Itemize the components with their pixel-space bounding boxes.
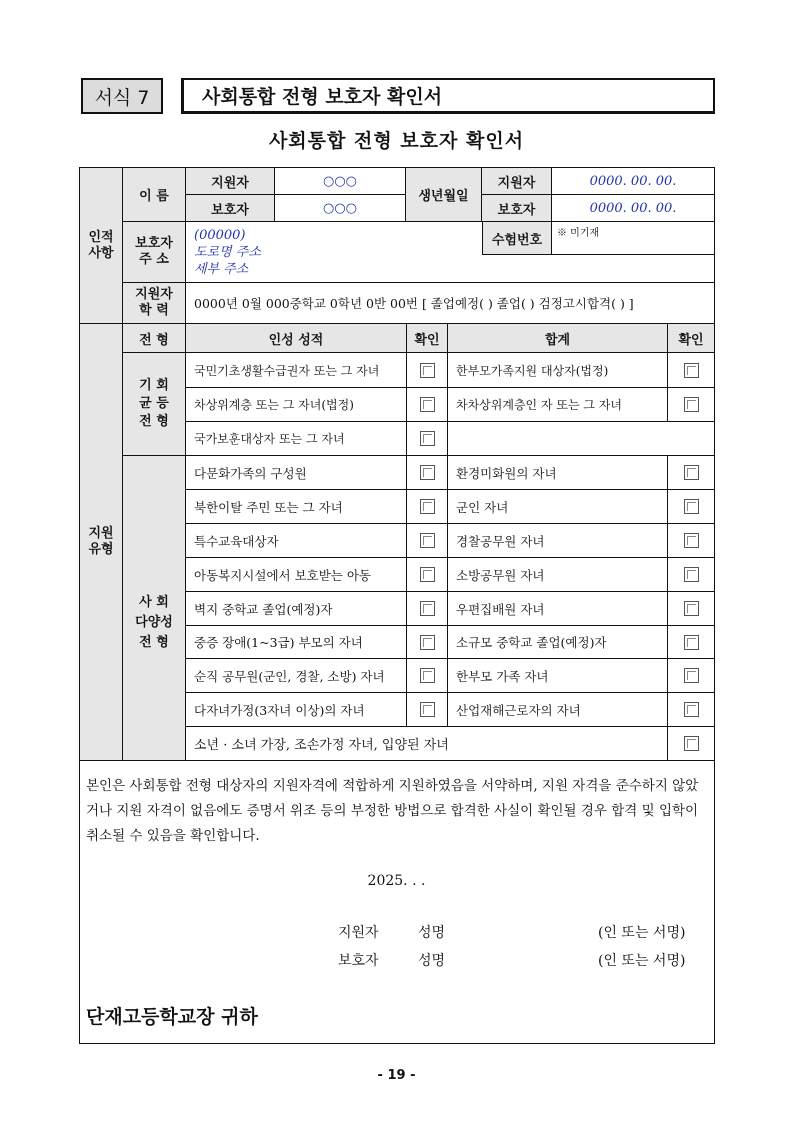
equal-item-right: 한부모가족지원 대상자(법정) xyxy=(448,353,668,388)
diversity-item-right: 군인 자녀 xyxy=(448,490,668,524)
checkbox-icon[interactable] xyxy=(684,736,699,751)
checkbox-icon[interactable] xyxy=(684,668,699,683)
personal-section-label: 인적 사항 xyxy=(79,167,123,324)
checkbox-icon[interactable] xyxy=(420,397,435,412)
checkbox-icon[interactable] xyxy=(420,533,435,548)
diversity-item-right: 소규모 중학교 졸업(예정)자 xyxy=(448,626,668,659)
equal-check-left[interactable] xyxy=(407,422,448,456)
applicant-signature-name-label: 성명 xyxy=(418,925,446,941)
equal-item-left: 국민기초생활수급권자 또는 그 자녀 xyxy=(186,353,407,388)
form-number-label: 서식 7 xyxy=(81,78,163,114)
guardian-seal[interactable]: (인 또는 서명) xyxy=(598,953,686,969)
checkbox-icon[interactable] xyxy=(420,635,435,650)
diversity-check-left[interactable] xyxy=(407,524,448,558)
form-title-box: 사회통합 전형 보호자 확인서 xyxy=(181,78,715,114)
guardian-signature-role: 보호자 xyxy=(338,953,379,969)
applicant-birth-field[interactable]: 0000. 00. 00. xyxy=(552,167,715,195)
diversity-item-right: 환경미화원의 자녀 xyxy=(448,456,668,490)
diversity-check-left[interactable] xyxy=(407,693,448,727)
guardian-name-field[interactable]: ○○○ xyxy=(275,195,406,222)
exam-number-field[interactable] xyxy=(552,222,715,255)
applicant-seal[interactable]: (인 또는 서명) xyxy=(598,925,686,941)
checkbox-icon[interactable] xyxy=(420,567,435,582)
education-field[interactable]: 0000년 0월 000중학교 0학년 0반 00번 [ 졸업예정( ) 졸업( ) 검정고시합격( ) ] xyxy=(186,283,715,324)
diversity-check-right[interactable] xyxy=(668,626,715,659)
diversity-check-left[interactable] xyxy=(407,456,448,490)
birth-label: 생년월일 xyxy=(406,167,482,222)
diversity-check-left[interactable] xyxy=(407,490,448,524)
applicant-signature-role: 지원자 xyxy=(338,925,379,941)
social-diversity-label: 사 회 다양성 전 형 xyxy=(123,456,186,761)
applicant-name-field[interactable]: ○○○ xyxy=(275,167,406,195)
diversity-item-right: 한부모 가족 자녀 xyxy=(448,659,668,693)
checkbox-icon[interactable] xyxy=(684,635,699,650)
col-check2-header: 확인 xyxy=(668,324,715,353)
checkbox-icon[interactable] xyxy=(684,601,699,616)
checkbox-icon[interactable] xyxy=(420,601,435,616)
diversity-check-right[interactable] xyxy=(668,693,715,727)
guardian-label: 보호자 xyxy=(186,195,275,222)
checkbox-icon[interactable] xyxy=(684,465,699,480)
checkbox-icon[interactable] xyxy=(420,363,435,378)
diversity-item-left: 다문화가족의 구성원 xyxy=(186,456,407,490)
diversity-check-right[interactable] xyxy=(668,490,715,524)
date-line: 2025. . . xyxy=(367,873,426,889)
addressee: 단재고등학교장 귀하 xyxy=(86,1006,258,1028)
last-row-item: 소년 · 소녀 가장, 조손가정 자녀, 입양된 자녀 xyxy=(186,727,668,761)
col-check-header: 확인 xyxy=(407,324,448,353)
diversity-item-left: 중증 장애(1~3급) 부모의 자녀 xyxy=(186,626,407,659)
diversity-item-left: 특수교육대상자 xyxy=(186,524,407,558)
support-section-label: 지원 유형 xyxy=(79,324,123,761)
exam-number-note: ※ 미기재 xyxy=(557,228,600,239)
checkbox-icon[interactable] xyxy=(684,363,699,378)
equal-item-empty xyxy=(448,422,715,456)
guardian-birth-field[interactable]: 0000. 00. 00. xyxy=(552,195,715,222)
checkbox-icon[interactable] xyxy=(420,499,435,514)
diversity-check-right[interactable] xyxy=(668,592,715,626)
diversity-check-right[interactable] xyxy=(668,659,715,693)
col-total-header: 합계 xyxy=(448,324,668,353)
road-address: 도로명 주소 xyxy=(194,244,261,260)
diversity-item-left: 아동복지시설에서 보호받는 아동 xyxy=(186,558,407,592)
diversity-check-right[interactable] xyxy=(668,558,715,592)
checkbox-icon[interactable] xyxy=(684,702,699,717)
diversity-item-left: 순직 공무원(군인, 경찰, 소방) 자녀 xyxy=(186,659,407,693)
page-number: - 19 - xyxy=(377,1068,416,1083)
checkbox-icon[interactable] xyxy=(684,397,699,412)
guardian-signature-name-label: 성명 xyxy=(418,953,446,969)
diversity-item-left: 다자녀가정(3자녀 이상)의 자녀 xyxy=(186,693,407,727)
name-label: 이 름 xyxy=(123,167,186,222)
detail-address: 세부 주소 xyxy=(194,261,249,277)
checkbox-icon[interactable] xyxy=(684,533,699,548)
education-label: 지원자 학 력 xyxy=(123,283,186,324)
equal-check-left[interactable] xyxy=(407,353,448,388)
checkbox-icon[interactable] xyxy=(420,465,435,480)
equal-check-right[interactable] xyxy=(668,353,715,388)
equal-item-left: 차상위계층 또는 그 자녀(법정) xyxy=(186,388,407,422)
checkbox-icon[interactable] xyxy=(420,431,435,446)
diversity-check-left[interactable] xyxy=(407,592,448,626)
last-row-check[interactable] xyxy=(668,727,715,761)
diversity-item-right: 우편집배원 자녀 xyxy=(448,592,668,626)
col-track-header: 전 형 xyxy=(123,324,186,353)
pledge-text: 본인은 사회통합 전형 대상자의 지원자격에 적합하게 지원하였음을 서약하며, 지원 자격을 준수하지 않았거나 지원 자격이 없음에도 증명서 위조 등의 부정한 방법으로 합격한 사실이 확인될 경우 합격 및 입학이 취소될 수 있음을 확인합니다. xyxy=(86,778,699,844)
diversity-check-right[interactable] xyxy=(668,456,715,490)
exam-number-label: 수험번호 xyxy=(482,222,552,255)
equal-check-right[interactable] xyxy=(668,388,715,422)
birth-applicant-label: 지원자 xyxy=(482,167,552,195)
diversity-item-right: 산업재해근로자의 자녀 xyxy=(448,693,668,727)
diversity-item-left: 북한이탈 주민 또는 그 자녀 xyxy=(186,490,407,524)
equal-opportunity-label: 기 회 균 등 전 형 xyxy=(123,353,186,456)
col-applicable-header: 인성 성적 xyxy=(186,324,407,353)
diversity-check-left[interactable] xyxy=(407,626,448,659)
checkbox-icon[interactable] xyxy=(420,702,435,717)
diversity-check-left[interactable] xyxy=(407,659,448,693)
equal-check-left[interactable] xyxy=(407,388,448,422)
diversity-item-right: 소방공무원 자녀 xyxy=(448,558,668,592)
address-label: 보호자 주 소 xyxy=(123,222,186,283)
checkbox-icon[interactable] xyxy=(684,567,699,582)
zip-code: (00000) xyxy=(194,227,246,243)
checkbox-icon[interactable] xyxy=(684,499,699,514)
equal-item-left: 국가보훈대상자 또는 그 자녀 xyxy=(186,422,407,456)
document-title: 사회통합 전형 보호자 확인서 xyxy=(268,130,525,152)
equal-item-right: 차차상위계층인 자 또는 그 자녀 xyxy=(448,388,668,422)
diversity-item-right: 경찰공무원 자녀 xyxy=(448,524,668,558)
diversity-check-left[interactable] xyxy=(407,558,448,592)
diversity-check-right[interactable] xyxy=(668,524,715,558)
checkbox-icon[interactable] xyxy=(420,668,435,683)
diversity-item-left: 벽지 중학교 졸업(예정)자 xyxy=(186,592,407,626)
birth-guardian-label: 보호자 xyxy=(482,195,552,222)
applicant-label: 지원자 xyxy=(186,167,275,195)
